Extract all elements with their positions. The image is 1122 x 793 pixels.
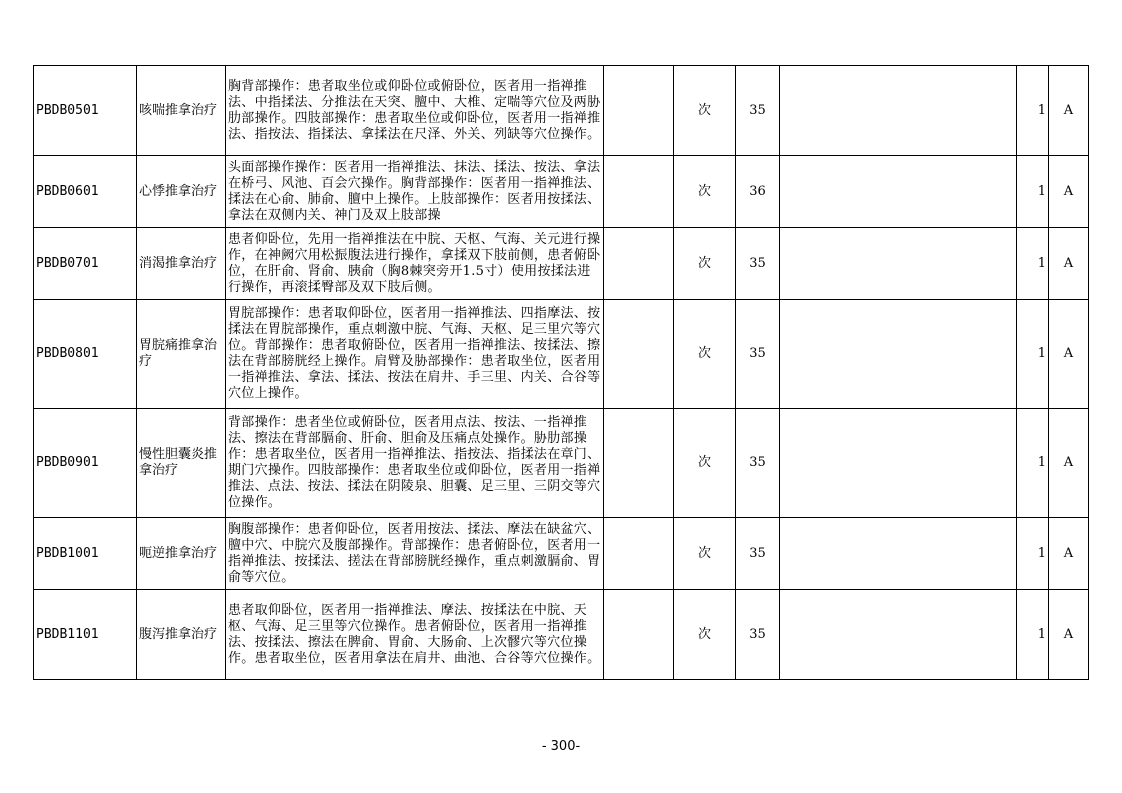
item-price: 35 <box>736 590 780 680</box>
table-row <box>34 156 1089 228</box>
item-price: 35 <box>736 409 780 518</box>
item-grade: A <box>1049 590 1089 680</box>
item-code: PBDB0501 <box>34 66 137 156</box>
table-row <box>34 590 1089 680</box>
table-row <box>34 66 1089 156</box>
item-count: 1 <box>1017 228 1049 300</box>
item-code: PBDB0801 <box>34 300 137 409</box>
item-grade: A <box>1049 300 1089 409</box>
item-unit: 次 <box>674 66 736 156</box>
item-content: 胸背部操作：患者取坐位或仰卧位或俯卧位，医者用一指禅推法、中指揉法、分推法在天突、膻中、大椎、定喘等穴位及两胁肋部操作。四肢部操作：患者取坐位或仰卧位，医者用一指禅推法、指按法、指揉法、拿揉法在尺泽、外关、列缺等穴位操作。 <box>226 66 604 156</box>
item-grade: A <box>1049 518 1089 590</box>
item-count: 1 <box>1017 409 1049 518</box>
item-grade: A <box>1049 228 1089 300</box>
item-code: PBDB0701 <box>34 228 137 300</box>
item-name: 心悸推拿治疗 <box>137 156 226 228</box>
excluded-content <box>604 590 674 680</box>
item-content: 头面部操作操作：医者用一指禅推法、抹法、揉法、按法、拿法在桥弓、风池、百会穴操作。胸背部操作：医者用一指禅推法、揉法在心俞、肺俞、膻中上操作。上肢部操作：医者用按揉法、拿法在双侧内关、神门及双上肢部操 <box>226 156 604 228</box>
item-note <box>780 518 1017 590</box>
page-number: - 300- <box>541 739 581 754</box>
item-count: 1 <box>1017 590 1049 680</box>
item-unit: 次 <box>674 228 736 300</box>
excluded-content <box>604 66 674 156</box>
item-unit: 次 <box>674 518 736 590</box>
item-content: 患者仰卧位，先用一指禅推法在中脘、天枢、气海、关元进行操作，在神阙穴用松振腹法进行操作，拿揉双下肢前侧，患者俯卧位，在肝俞、肾俞、胰俞（胸8棘突旁开1.5寸）使用按揉法进行操作，再滚揉臀部及双下肢后侧。 <box>226 228 604 300</box>
item-unit: 次 <box>674 156 736 228</box>
item-code: PBDB0901 <box>34 409 137 518</box>
item-name: 咳喘推拿治疗 <box>137 66 226 156</box>
item-grade: A <box>1049 409 1089 518</box>
item-count: 1 <box>1017 518 1049 590</box>
item-code: PBDB1001 <box>34 518 137 590</box>
item-content: 胸腹部操作：患者仰卧位，医者用按法、揉法、摩法在缺盆穴、膻中穴、中脘穴及腹部操作。背部操作：患者俯卧位，医者用一指禅推法、按揉法、搓法在背部膀胱经操作，重点刺激膈俞、胃俞等穴位。 <box>226 518 604 590</box>
item-note <box>780 66 1017 156</box>
item-unit: 次 <box>674 409 736 518</box>
item-note <box>780 156 1017 228</box>
item-content: 背部操作：患者坐位或俯卧位，医者用点法、按法、一指禅推法、擦法在背部膈俞、肝俞、胆俞及压痛点处操作。胁肋部操作：患者取坐位，医者用一指禅推法、指按法、指揉法在章门、期门穴操作。四肢部操作：患者取坐位或仰卧位，医者用一指禅推法、点法、按法、揉法在阴陵泉、胆囊、足三里、三阴交等穴位操作。 <box>226 409 604 518</box>
item-name: 胃脘痛推拿治疗 <box>137 300 226 409</box>
item-price: 36 <box>736 156 780 228</box>
excluded-content <box>604 228 674 300</box>
item-unit: 次 <box>674 590 736 680</box>
price-table <box>33 65 1089 680</box>
table-row <box>34 300 1089 409</box>
item-name: 呃逆推拿治疗 <box>137 518 226 590</box>
item-content: 胃脘部操作：患者取仰卧位，医者用一指禅推法、四指摩法、按揉法在胃脘部操作，重点刺激中脘、气海、天枢、足三里穴等穴位。背部操作：患者取俯卧位，医者用一指禅推法、按揉法、擦法在背部膀胱经上操作。肩臂及胁部操作：患者取坐位，医者用一指禅推法、拿法、揉法、按法在肩井、手三里、内关、合谷等穴位上操作。 <box>226 300 604 409</box>
item-note <box>780 300 1017 409</box>
item-grade: A <box>1049 156 1089 228</box>
item-code: PBDB0601 <box>34 156 137 228</box>
item-count: 1 <box>1017 300 1049 409</box>
item-note <box>780 409 1017 518</box>
item-price: 35 <box>736 228 780 300</box>
item-name: 腹泻推拿治疗 <box>137 590 226 680</box>
item-price: 35 <box>736 66 780 156</box>
item-name: 消渴推拿治疗 <box>137 228 226 300</box>
item-unit: 次 <box>674 300 736 409</box>
excluded-content <box>604 300 674 409</box>
item-count: 1 <box>1017 66 1049 156</box>
item-price: 35 <box>736 518 780 590</box>
excluded-content <box>604 409 674 518</box>
item-grade: A <box>1049 66 1089 156</box>
table-row <box>34 409 1089 518</box>
table-row <box>34 228 1089 300</box>
item-note <box>780 590 1017 680</box>
item-price: 35 <box>736 300 780 409</box>
item-name: 慢性胆囊炎推拿治疗 <box>137 409 226 518</box>
excluded-content <box>604 156 674 228</box>
item-content: 患者取仰卧位，医者用一指禅推法、摩法、按揉法在中脘、天枢、气海、足三里等穴位操作。患者俯卧位，医者用一指禅推法、按揉法、擦法在脾俞、胃俞、大肠俞、上次髎穴等穴位操作。患者取坐位，医者用拿法在肩井、曲池、合谷等穴位操作。 <box>226 590 604 680</box>
item-code: PBDB1101 <box>34 590 137 680</box>
item-note <box>780 228 1017 300</box>
excluded-content <box>604 518 674 590</box>
table-row <box>34 518 1089 590</box>
item-count: 1 <box>1017 156 1049 228</box>
